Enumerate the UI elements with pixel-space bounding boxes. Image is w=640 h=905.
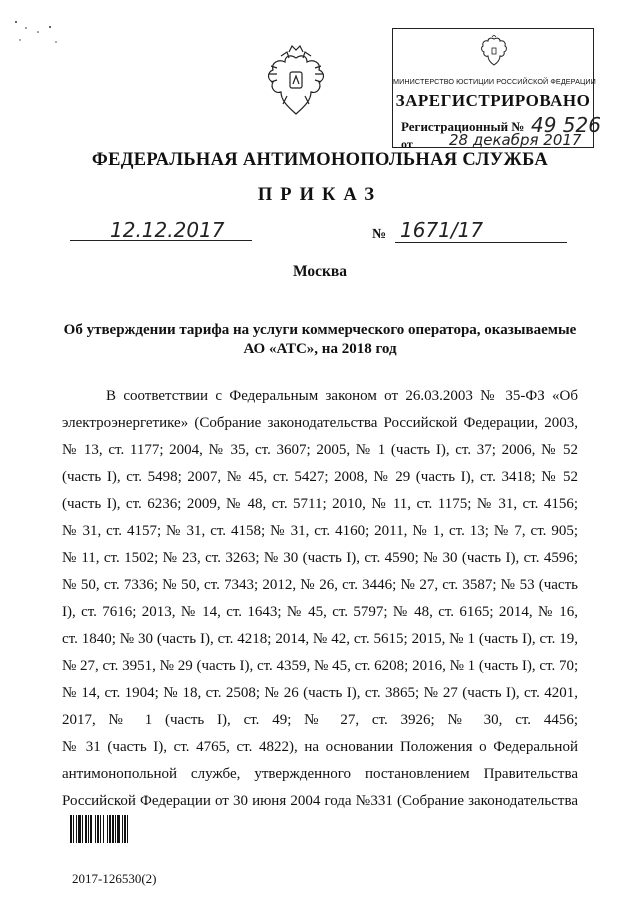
order-date: 12.12.2017	[110, 218, 225, 242]
stamp-ministry-name: МИНИСТЕРСТВО ЮСТИЦИИ РОССИЙСКОЙ ФЕДЕРАЦИИ	[393, 77, 596, 86]
body-line: № 31, ст. 4157; № 31, ст. 4158; № 31, ст. 4160; 2011, № 1, ст. 13; № 7, ст. 905;	[62, 523, 578, 539]
body-line: (часть I), ст. 5498; 2007, № 45, ст. 5427; 2008, № 29 (часть I), ст. 3418; № 52	[62, 469, 578, 485]
body-line: 2017, № 1 (часть I), ст. 49; № 27, ст. 3926; № 30, ст. 4456;	[62, 712, 578, 728]
body-line: № 14, ст. 1904; № 18, ст. 2508; № 26 (часть I), ст. 3865; № 27 (часть I), ст. 4201,	[62, 685, 578, 701]
coat-of-arms-icon	[263, 42, 329, 118]
stamp-date-prefix: от	[401, 137, 413, 151]
body-line: В соответствии с Федеральным законом от 26.03.2003 № 35-ФЗ «Об	[106, 388, 578, 404]
body-line: антимонопольной службе, утвержденного постановлением Правительства	[62, 766, 578, 782]
stamp-reg-date: 28 декабря 2017	[449, 131, 582, 149]
document-type: ПРИКАЗ	[257, 185, 383, 205]
document-id: 2017-126530(2)	[72, 871, 157, 886]
body-line: I), ст. 7616; 2013, № 14, ст. 1643; № 45, ст. 5797; № 48, ст. 6165; 2014, № 16,	[62, 604, 578, 620]
registration-stamp	[392, 28, 601, 151]
stamp-reg-number: 49 526	[531, 113, 601, 137]
small-coat-of-arms-icon	[479, 35, 509, 69]
body-line: № 11, ст. 1502; № 23, ст. 3263; № 30 (часть I), ст. 4590; № 30 (часть I), ст. 4596;	[62, 550, 578, 566]
body-line: № 31 (часть I), ст. 4765, ст. 4822), на основании Положения о Федеральной	[62, 739, 578, 755]
body-line: электроэнергетике» (Собрание законодательства Российской Федерации, 2003,	[62, 415, 578, 431]
order-number: 1671/17	[400, 218, 484, 242]
body-line: № 13, ст. 1177; 2004, № 35, ст. 3607; 2005, № 1 (часть I), ст. 37; 2006, № 52	[62, 442, 578, 458]
body-line: № 27, ст. 3951, № 29 (часть I), ст. 4359, № 45, ст. 6208; 2016, № 1 (часть I), ст. 70;	[62, 658, 578, 674]
order-title-line-2: АО «АТС», на 2018 год	[243, 341, 397, 357]
order-title	[40, 321, 600, 359]
barcode	[70, 815, 162, 843]
stamp-status: ЗАРЕГИСТРИРОВАНО	[395, 91, 591, 110]
number-label: №	[372, 227, 387, 242]
agency-name: ФЕДЕРАЛЬНАЯ АНТИМОНОПОЛЬНАЯ СЛУЖБА	[91, 150, 549, 170]
scan-specks	[12, 18, 62, 48]
body-line: ст. 1840; № 30 (часть I), ст. 4218; 2014, № 42, ст. 5615; 2015, № 1 (часть I), ст. 19,	[62, 631, 578, 647]
body-text	[62, 383, 578, 815]
stamp-reg-label: Регистрационный №	[401, 119, 525, 134]
date-underline	[70, 240, 252, 241]
order-title-line-1: Об утверждении тарифа на услуги коммерческого оператора, оказываемые	[63, 322, 577, 338]
city: Москва	[292, 263, 348, 280]
body-line: Российской Федерации от 30 июня 2004 года №331 (Собрание законодательства	[62, 793, 578, 809]
number-underline	[395, 242, 567, 243]
body-line: (часть I), ст. 6236; 2009, № 48, ст. 5711; 2010, № 11, ст. 1175; № 31, ст. 4156;	[62, 496, 578, 512]
body-line: № 50, ст. 7336; № 50, ст. 7343; 2012, № 26, ст. 3446; № 27, ст. 3587; № 53 (часть	[62, 577, 578, 593]
